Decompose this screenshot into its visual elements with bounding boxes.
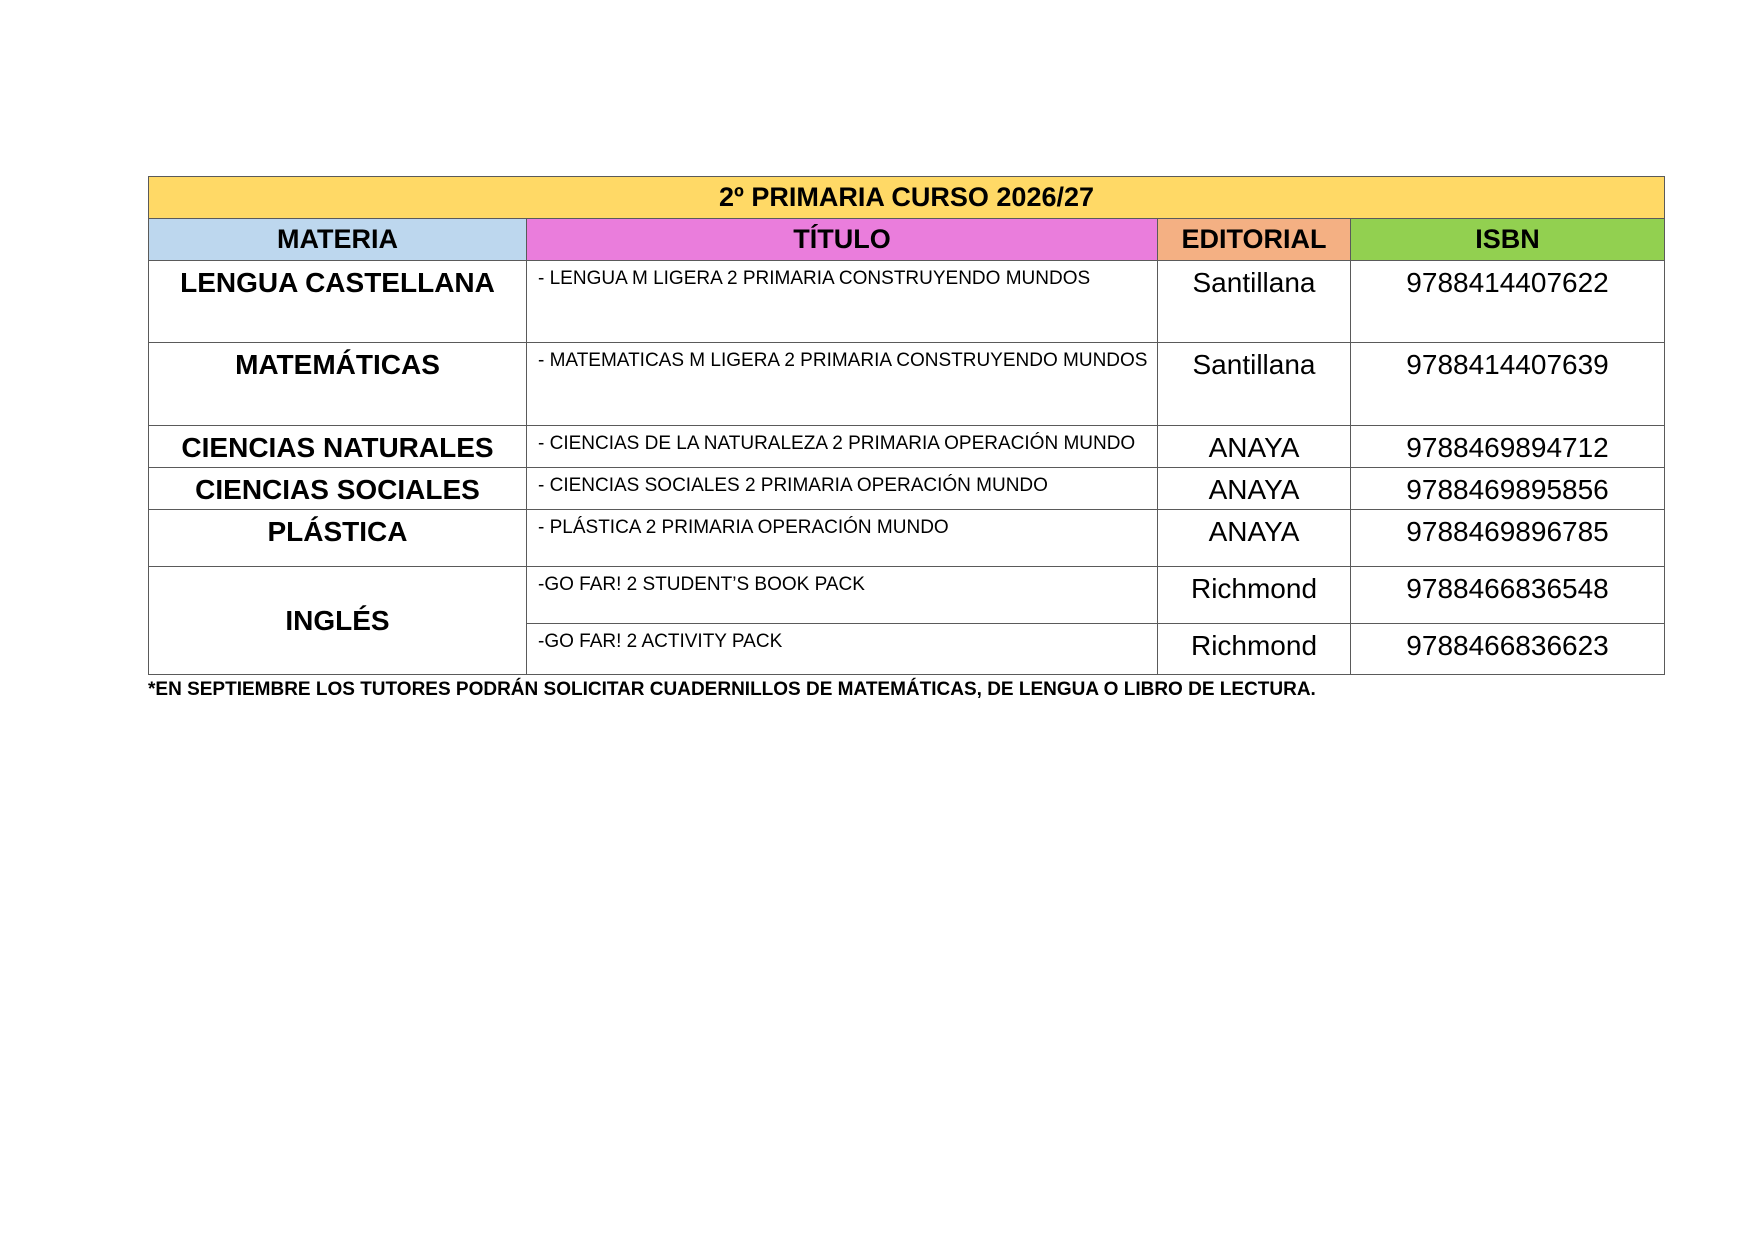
editorial-cell: ANAYA bbox=[1158, 510, 1351, 567]
materia-cell: CIENCIAS SOCIALES bbox=[149, 468, 527, 510]
isbn-cell: 9788469896785 bbox=[1351, 510, 1665, 567]
table-row bbox=[149, 567, 1665, 624]
table-row bbox=[149, 510, 1665, 567]
titulo-cell: -GO FAR! 2 ACTIVITY PACK bbox=[527, 624, 1158, 675]
isbn-cell: 9788414407622 bbox=[1351, 261, 1665, 343]
isbn-cell: 9788414407639 bbox=[1351, 343, 1665, 426]
editorial-cell: ANAYA bbox=[1158, 426, 1351, 468]
titulo-cell: - CIENCIAS DE LA NATURALEZA 2 PRIMARIA OPERACIÓN MUNDO bbox=[527, 426, 1158, 468]
table-row bbox=[149, 426, 1665, 468]
isbn-cell: 9788469895856 bbox=[1351, 468, 1665, 510]
header-isbn: ISBN bbox=[1351, 219, 1665, 261]
table-row bbox=[149, 343, 1665, 426]
materia-cell: LENGUA CASTELLANA bbox=[149, 261, 527, 343]
isbn-cell: 9788466836623 bbox=[1351, 624, 1665, 675]
title-row bbox=[149, 177, 1665, 219]
table-row bbox=[149, 261, 1665, 343]
editorial-cell: Richmond bbox=[1158, 567, 1351, 624]
titulo-cell: - LENGUA M LIGERA 2 PRIMARIA CONSTRUYENDO MUNDOS bbox=[527, 261, 1158, 343]
materia-cell: MATEMÁTICAS bbox=[149, 343, 527, 426]
materia-cell: PLÁSTICA bbox=[149, 510, 527, 567]
isbn-cell: 9788466836548 bbox=[1351, 567, 1665, 624]
header-editorial: EDITORIAL bbox=[1158, 219, 1351, 261]
isbn-cell: 9788469894712 bbox=[1351, 426, 1665, 468]
editorial-cell: Santillana bbox=[1158, 261, 1351, 343]
titulo-cell: - MATEMATICAS M LIGERA 2 PRIMARIA CONSTRUYENDO MUNDOS bbox=[527, 343, 1158, 426]
header-titulo: TÍTULO bbox=[527, 219, 1158, 261]
materia-cell: CIENCIAS NATURALES bbox=[149, 426, 527, 468]
titulo-cell: - CIENCIAS SOCIALES 2 PRIMARIA OPERACIÓN MUNDO bbox=[527, 468, 1158, 510]
editorial-cell: Richmond bbox=[1158, 624, 1351, 675]
titulo-cell: - PLÁSTICA 2 PRIMARIA OPERACIÓN MUNDO bbox=[527, 510, 1158, 567]
book-list-table bbox=[148, 176, 1665, 675]
materia-cell: INGLÉS bbox=[149, 567, 527, 675]
book-list-sheet bbox=[148, 176, 1664, 701]
table-title: 2º PRIMARIA CURSO 2026/27 bbox=[149, 177, 1665, 219]
editorial-cell: ANAYA bbox=[1158, 468, 1351, 510]
table-row bbox=[149, 468, 1665, 510]
header-materia: MATERIA bbox=[149, 219, 527, 261]
footnote: *EN SEPTIEMBRE LOS TUTORES PODRÁN SOLICITAR CUADERNILLOS DE MATEMÁTICAS, DE LENGUA O LIBRO DE LECTURA. bbox=[148, 679, 1316, 700]
titulo-cell: -GO FAR! 2 STUDENT’S BOOK PACK bbox=[527, 567, 1158, 624]
editorial-cell: Santillana bbox=[1158, 343, 1351, 426]
header-row bbox=[149, 219, 1665, 261]
